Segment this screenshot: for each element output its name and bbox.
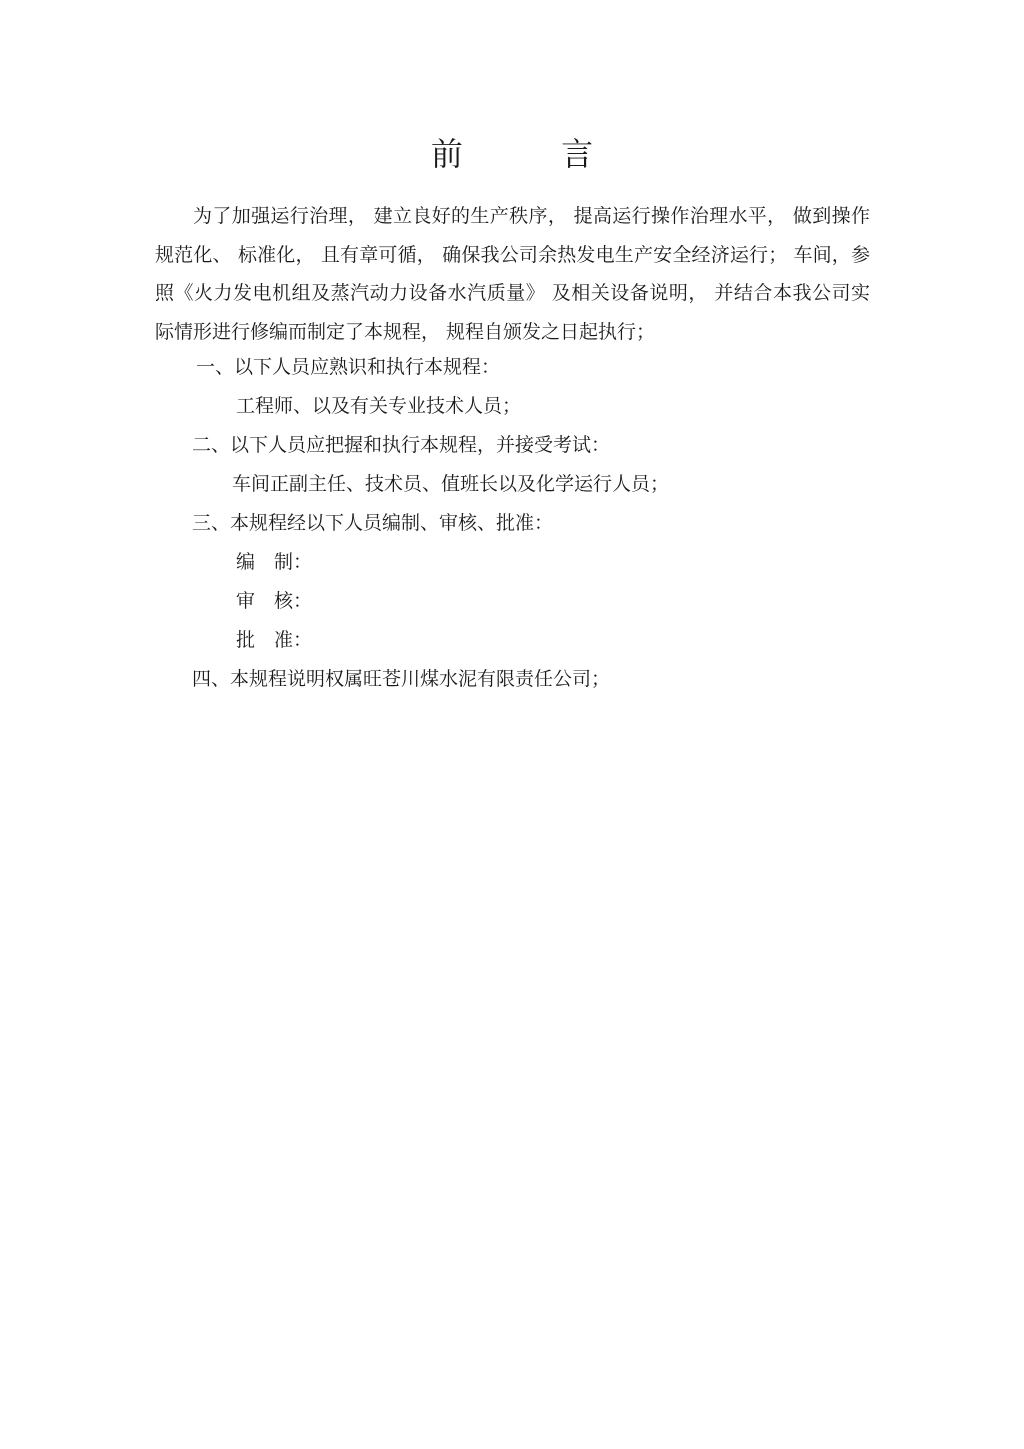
page-title: 前 言 xyxy=(430,135,638,173)
approved-by-label: 批 准： xyxy=(236,629,313,651)
compiled-by-label: 编 制： xyxy=(236,551,313,573)
item-2-detail: 车间正副主任、技术员、值班长以及化学运行人员； xyxy=(232,473,670,495)
intro-paragraph: 为了加强运行治理， 建立良好的生产秩序， 提高运行操作治理水平， 做到操作规范化、 标准化， 且有章可循， 确保我公司余热发电生产安全经济运行； 车间，参照《火力发电机组及蒸汽动力设备水汽质量》 及相关设备说明， 并结合本我公司实际情形进行修编而制定了本规程， 规程自颁发之日起执行； xyxy=(155,205,870,343)
item-3-heading: 三、本规程经以下人员编制、审核、批准： xyxy=(192,512,554,534)
item-2-heading: 二、以下人员应把握和执行本规程，并接受考试： xyxy=(192,434,611,456)
reviewed-by-label: 审 核： xyxy=(236,590,313,612)
item-1-heading: 一、以下人员应熟识和执行本规程： xyxy=(196,356,501,378)
item-1-detail: 工程师、以及有关专业技术人员； xyxy=(236,395,522,417)
item-4-heading: 四、本规程说明权属旺苍川煤水泥有限责任公司； xyxy=(192,668,611,690)
